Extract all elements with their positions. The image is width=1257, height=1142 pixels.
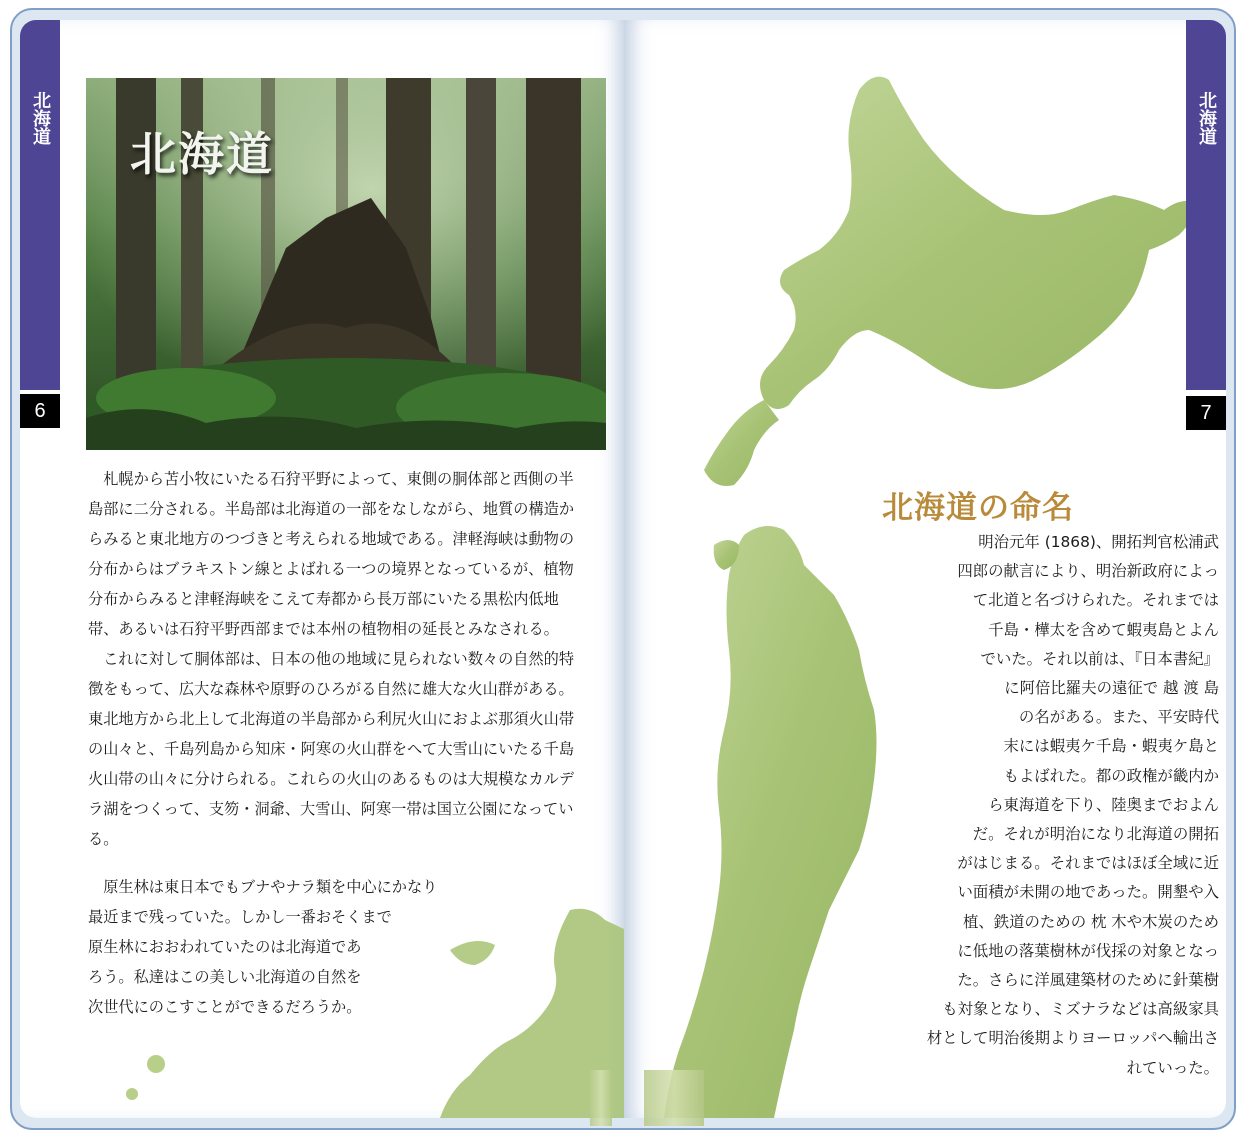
page-number-right: 7: [1186, 396, 1226, 430]
text-line: もよばれた。都の政権が畿内か: [1003, 766, 1219, 785]
section-tab-label: 北海道: [30, 91, 51, 145]
text-line: 千島・樺太を含めて蝦夷島とよん: [988, 620, 1219, 639]
paragraph: 札幌から苫小牧にいたる石狩平野によって、東側の胴体部と西側の半島部に二分される。半島部は北海道の一部をなしながら、地質の構造からみると東北地方のつづきと考えられる地域である。津軽海峡は動物の分布からはブラキストン線とよばれる一つの境界となっているが、植物分布からみると津軽海峡をこえて寿都から長万部にいたる黒松内低地帯、あるいは石狩平野西部までは本州の植物相の延長とみなされる。: [88, 470, 574, 638]
text-line: がはじまる。それまではほぼ全域に近: [957, 854, 1219, 873]
text-line: 明治元年 (1868)、開拓判官松浦武: [978, 533, 1219, 551]
text-line: に低地の落葉樹林が伐採の対象となっ: [957, 941, 1219, 960]
book-spread: [10, 8, 1236, 1130]
section-heading: 北海道の命名: [882, 490, 1074, 526]
text-line: い面積が未開の地であった。開墾や入: [957, 883, 1219, 902]
photo-title: 北海道: [130, 127, 274, 181]
text-line: でいた。それ以前は、『日本書紀』: [980, 649, 1219, 668]
text-line: 四郎の献言により、明治新政府によっ: [957, 562, 1219, 581]
page-number-left: 6: [20, 394, 60, 428]
island-map-fragment: [116, 1050, 176, 1110]
text-line: 原生林は東日本でもブナやナラ類を中心にかなり: [103, 878, 438, 896]
text-line: 材として明治後期よりヨーロッパへ輸出さ: [926, 1029, 1219, 1048]
section-tab-label: 北海道: [1196, 91, 1217, 145]
right-page: [624, 20, 1226, 1118]
text-line: 原生林におおわれていたのは北海道であ: [88, 938, 362, 956]
left-closing-text: [88, 872, 468, 1022]
text-line: て北道と名づけられた。それまでは: [972, 591, 1219, 610]
text-line: 末には蝦夷ケ千島・蝦夷ケ島と: [1003, 737, 1219, 756]
text-line: の名がある。また、平安時代: [1018, 708, 1219, 727]
text-line: ろう。私達はこの美しい北海道の自然を: [88, 968, 362, 986]
text-line: れていった。: [1126, 1058, 1219, 1077]
text-line: ら東海道を下り、陸奥までおよん: [988, 795, 1219, 814]
bookmark-ribbon: [590, 1070, 612, 1126]
text-line: だ。それが明治になり北海道の開拓: [972, 825, 1219, 844]
paragraph: これに対して胴体部は、日本の他の地域に見られない数々の自然的特徴をもって、広大な森林や原野のひろがる自然に雄大な火山群がある。東北地方から北上して北海道の半島部から利尻火山におよぶ那須火山帯の山々と、千島列島から知床・阿寒の火山群をへて大雪山にいたる千島火山帯の山々に分けられる。これらの火山のあるものは大規模なカルデラ湖をつくって、支笏・洞爺、大雪山、阿寒一帯は国立公園になっている。: [88, 650, 574, 848]
text-line: 最近まで残っていた。しかし一番おそくまで: [88, 908, 392, 926]
forest-photo: [86, 78, 606, 450]
bookmark-ribbon: [644, 1070, 704, 1126]
text-line: 次世代にのこすことができるだろうか。: [88, 998, 362, 1016]
section-tab-left: [20, 20, 60, 390]
right-body-text: [824, 528, 1219, 1083]
text-line: に阿倍比羅夫の遠征で 越 渡 島: [1004, 679, 1219, 698]
text-line: 植、鉄道のための 枕 木や木炭のため: [962, 912, 1219, 931]
text-line: た。さらに洋風建築材のために針葉樹: [957, 971, 1219, 990]
section-tab-right: [1186, 20, 1226, 390]
left-page: [20, 20, 626, 1118]
text-line: も対象となり、ミズナラなどは高級家具: [942, 1000, 1219, 1019]
left-body-text: [88, 464, 588, 854]
